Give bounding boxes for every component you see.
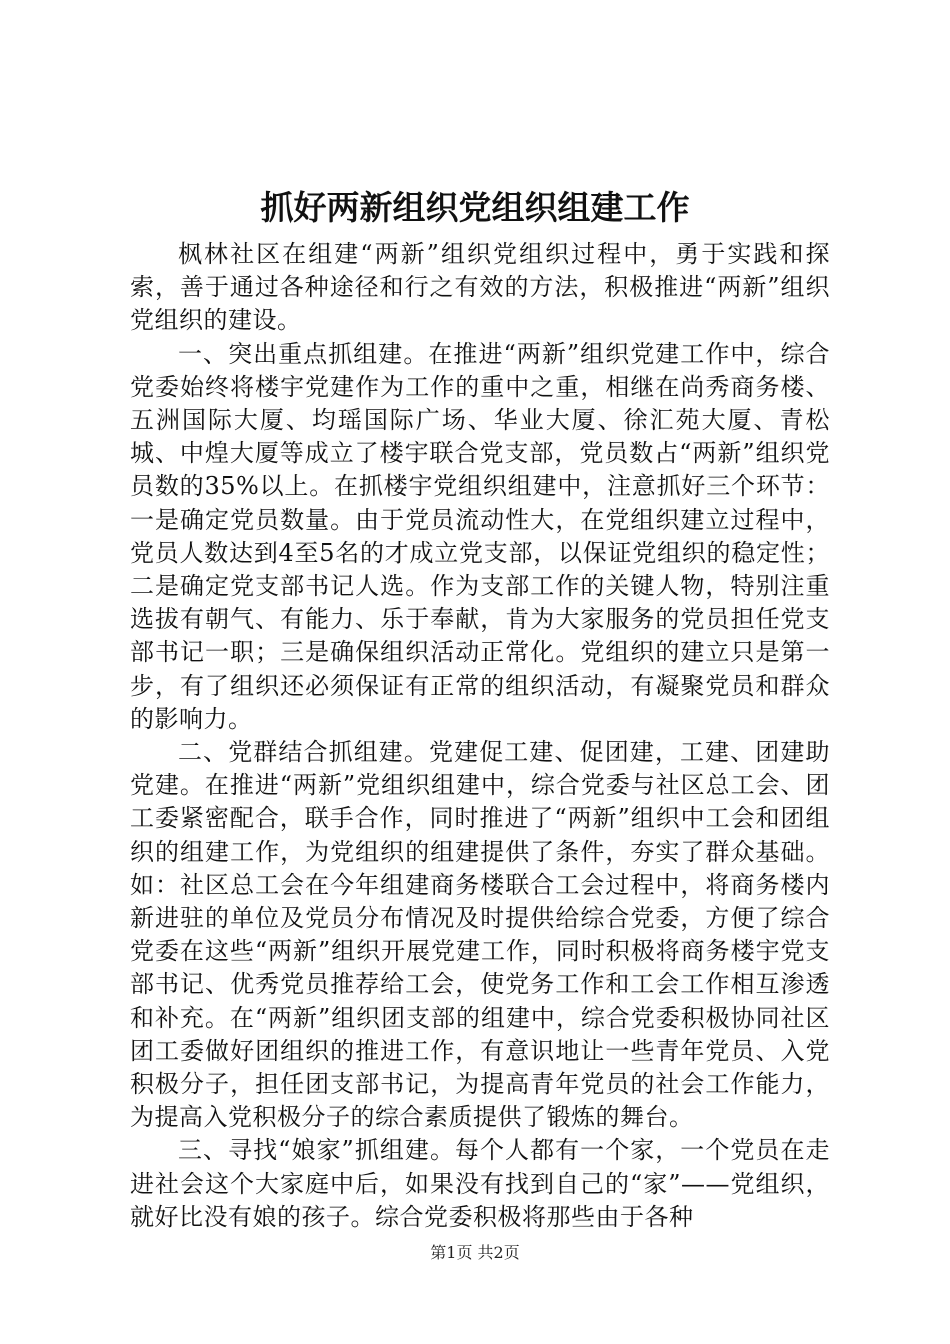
paragraph-intro: 枫林社区在组建“两新”组织党组织过程中，勇于实践和探索，善于通过各种途径和行之有效的方法，积极推进“两新”组织党组织的建设。 [130, 240, 830, 335]
page-number-footer: 第1页 共2页 [430, 1243, 520, 1262]
paragraph-section-three: 三、寻找“娘家”抓组建。每个人都有一个家，一个党员在走进社会这个大家庭中后，如果没有找到自己的“家”——党组织，就好比没有娘的孩子。综合党委积极将那些由于各种 [130, 1136, 830, 1231]
document-body [130, 238, 830, 1234]
document-title: 抓好两新组织党组织组建工作 [260, 188, 690, 227]
paragraph-section-two: 二、党群结合抓组建。党建促工建、促团建，工建、团建助党建。在推进“两新”党组织组建中，综合党委与社区总工会、团工委紧密配合，联手合作，同时推进了“两新”组织中工会和团组织的组建工作，为党组织的组建提供了条件，夯实了群众基础。如：社区总工会在今年组建商务楼联合工会过程中，将商务楼内新进驻的单位及党员分布情况及时提供给综合党委，方便了综合党委在这些“两新”组织开展党建工作，同时积极将商务楼宇党支部书记、优秀党员推荐给工会，使党务工作和工会工作相互渗透和补充。在“两新”组织团支部的组建中，综合党委积极协同社区团工委做好团组织的推进工作，有意识地让一些青年党员、入党积极分子，担任团支部书记，为提高青年党员的社会工作能力，为提高入党积极分子的综合素质提供了锻炼的舞台。 [130, 738, 830, 1132]
paragraph-section-one: 一、突出重点抓组建。在推进“两新”组织党建工作中，综合党委始终将楼宇党建作为工作的重中之重，相继在尚秀商务楼、五洲国际大厦、均瑶国际广场、华业大厦、徐汇苑大厦、青松城、中煌大厦等成立了楼宇联合党支部，党员数占“两新”组织党员数的35%以上。在抓楼宇党组织组建中，注意抓好三个环节：一是确定党员数量。由于党员流动性大，在党组织建立过程中，党员人数达到4至5名的才成立党支部，以保证党组织的稳定性；二是确定党支部书记人选。作为支部工作的关键人物，特别注重选拔有朝气、有能力、乐于奉献，肯为大家服务的党员担任党支部书记一职；三是确保组织活动正常化。党组织的建立只是第一步，有了组织还必须保证有正常的组织活动，有凝聚党员和群众的影响力。 [130, 339, 830, 733]
